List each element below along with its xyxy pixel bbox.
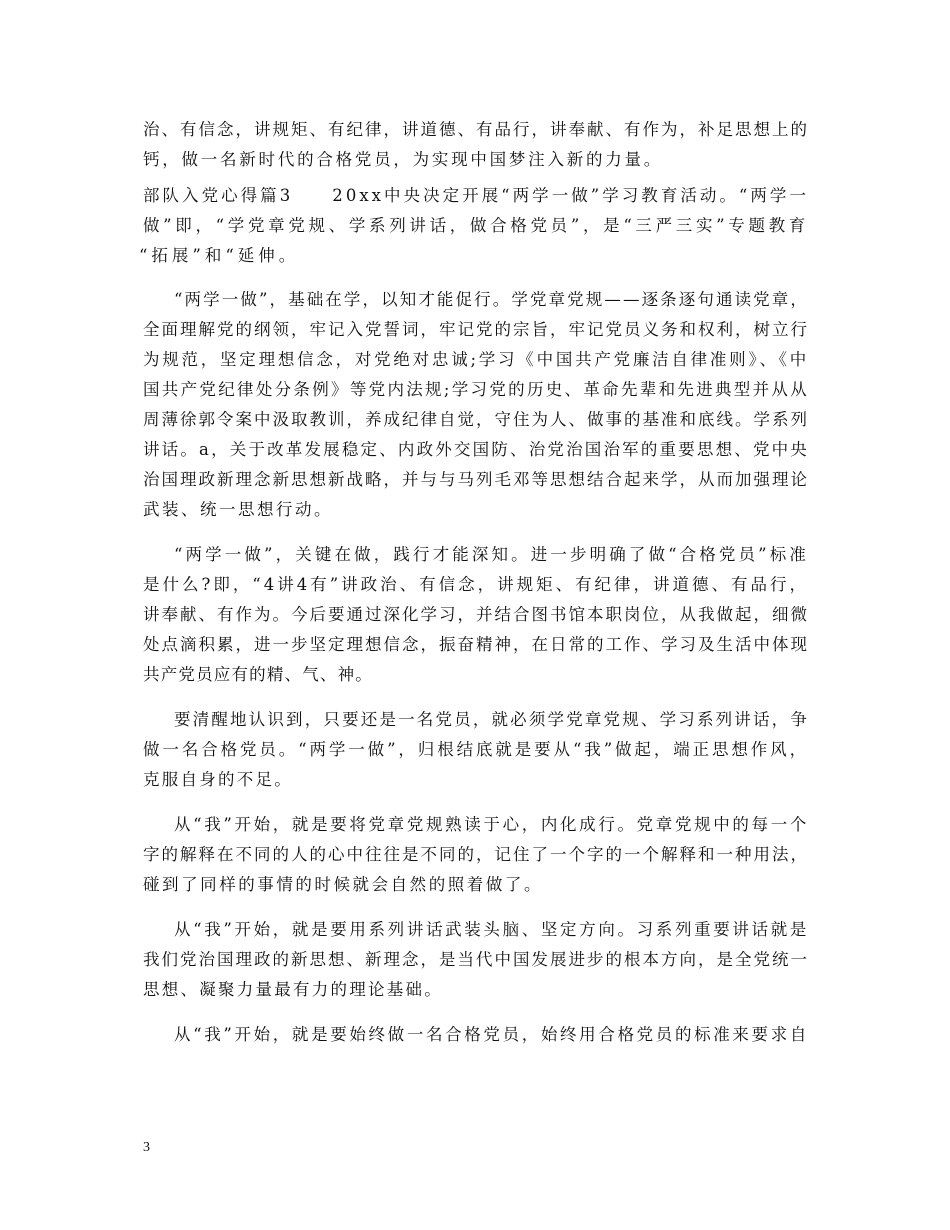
text-line: 武装、统一思想行动。	[143, 500, 333, 519]
text-line: 克服自身的不足。	[143, 770, 293, 789]
text-line: 我们党治国理政的新思想、新理念，是当代中国发展进步的根本方向，是全党统一	[143, 950, 809, 969]
text-line: 讲奉献、有作为。今后要通过深化学习，并结合图书馆本职岗位，从我做起，细微	[143, 605, 809, 624]
text-line: “拓展”和“延伸。	[139, 246, 300, 265]
page-number: 3	[143, 1140, 150, 1155]
text-line: 共产党员应有的精、气、神。	[143, 665, 373, 684]
text-line: 治国理政新理念新思想新战略，并与与马列毛邓等思想结合起来学，从而加强理论	[143, 470, 809, 489]
text-line: 国共产党纪律处分条例》等党内法规;学习党的历史、革命先辈和先进典型并从从	[143, 380, 809, 399]
text-line: 思想、凝聚力量最有力的理论基础。	[143, 980, 443, 999]
text-line: 为规范，坚定理想信念，对党绝对忠诚;学习《中国共产党廉洁自律准则》、《中	[143, 350, 809, 369]
text-line: 全面理解党的纲领，牢记入党誓词，牢记党的宗旨，牢记党员义务和权利，树立行	[143, 320, 809, 339]
text-line: 字的解释在不同的人的心中往往是不同的，记住了一个字的一个解释和一种用法，	[143, 845, 809, 864]
text-line: 钙，做一名新时代的合格党员，为实现中国梦注入新的力量。	[143, 150, 663, 169]
text-line: 从“我”开始，就是要用系列讲话武装头脑、坚定方向。习系列重要讲话就是	[174, 920, 809, 939]
text-line: 讲话。a，关于改革发展稳定、内政外交国防、治党治国治军的重要思想、党中央	[143, 440, 809, 459]
text-line: 要清醒地认识到，只要还是一名党员，就必须学党章党规、学习系列讲话，争	[174, 710, 809, 729]
text-line: 从“我”开始，就是要将党章党规熟读于心，内化成行。党章党规中的每一个	[174, 815, 809, 834]
text-line: “两学一做”，关键在做，践行才能深知。进一步明确了做“合格党员”标准	[174, 545, 809, 564]
text-line: 部队入党心得篇3 20xx中央决定开展“两学一做”学习教育活动。“两学一	[143, 186, 809, 205]
text-line: “两学一做”，基础在学，以知才能促行。学党章党规——逐条逐句通读党章，	[174, 290, 809, 309]
text-line: 做”即，“学党章党规、学系列讲话，做合格党员”，是“三严三实”专题教育	[143, 216, 809, 235]
text-line: 处点滴积累，进一步坚定理想信念，振奋精神，在日常的工作、学习及生活中体现	[143, 635, 809, 654]
text-line: 做一名合格党员。“两学一做”，归根结底就是要从“我”做起，端正思想作风，	[143, 740, 809, 759]
text-line: 周薄徐郭令案中汲取教训，养成纪律自觉，守住为人、做事的基准和底线。学系列	[143, 410, 809, 429]
text-line: 碰到了同样的事情的时候就会自然的照着做了。	[143, 875, 543, 894]
text-line: 从“我”开始，就是要始终做一名合格党员，始终用合格党员的标准来要求自	[174, 1025, 809, 1044]
text-line: 是什么?即，“4讲4有”讲政治、有信念，讲规矩、有纪律，讲道德、有品行，	[143, 575, 809, 594]
text-line: 治、有信念，讲规矩、有纪律，讲道德、有品行，讲奉献、有作为，补足思想上的	[143, 120, 809, 139]
